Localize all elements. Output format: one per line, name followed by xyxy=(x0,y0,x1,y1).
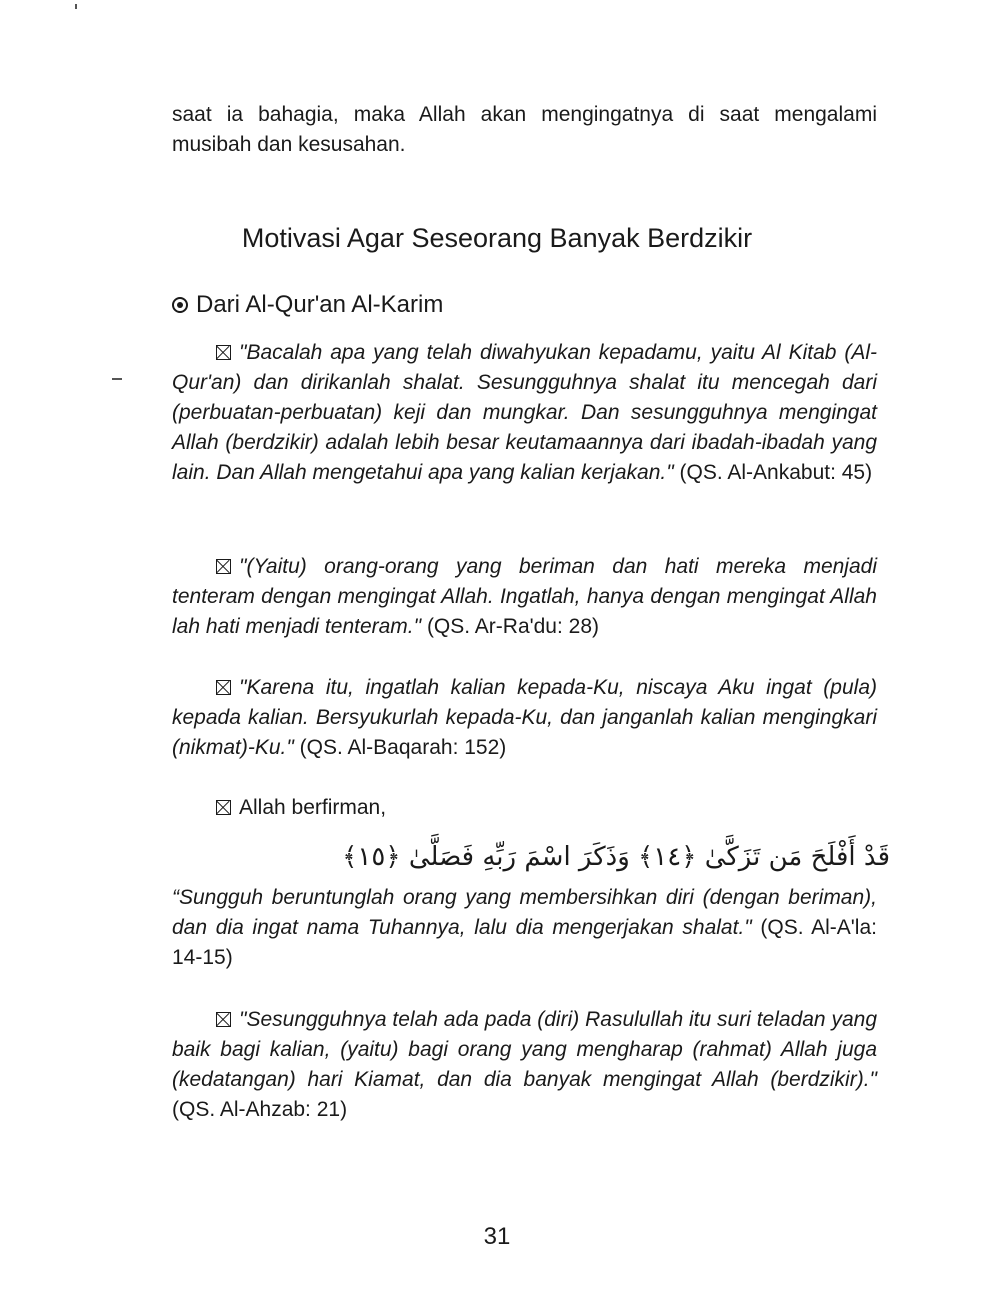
section-heading: Motivasi Agar Seseorang Banyak Berdzikir xyxy=(241,223,753,253)
quote-text: "Bacalah apa yang telah diwahyukan kepadamu, yaitu Al Kitab (Al-Qur'an) dan dirikanlah shalat. Sesungguhnya shalat itu mencegah dari (perbuatan-perbuatan) keji dan mungkar. Dan sesungguhnya mengingat Allah (berdzikir) adalah lebih besar keutamaannya dari ibadah-ibadah yang lain. Dan Allah mengetahui apa yang kalian kerjakan." xyxy=(172,341,877,484)
crossed-box-icon xyxy=(216,680,231,695)
arabic-verse: قَدْ أَفْلَحَ مَن تَزَكَّىٰ ﴿١٤﴾ وَذَكَرَ اسْمَ رَبِّهِ فَصَلَّىٰ ﴿١٥﴾ xyxy=(342,842,890,872)
intro-paragraph: saat ia bahagia, maka Allah akan mengingatnya di saat mengalami musibah dan kesusahan. xyxy=(172,103,877,156)
quote-text: “Sungguh beruntunglah orang yang membersihkan diri (dengan beriman), dan dia ingat nama Tuhannya, lalu dia mengerjakan shalat." xyxy=(172,886,877,939)
quote-item xyxy=(172,552,877,642)
quote-text: "(Yaitu) orang-orang yang beriman dan hati mereka menjadi tenteram dengan mengingat Allah. Ingatlah, hanya dengan mengingat Allah lah hati menjadi tenteram." xyxy=(172,555,877,638)
quote-reference: (QS. Ar-Ra'du: 28) xyxy=(426,615,600,638)
quote-item xyxy=(172,338,877,488)
page-number: 31 xyxy=(483,1223,511,1250)
quote-reference: (QS. Al-Baqarah: 152) xyxy=(299,736,507,759)
quote-intro-text: Allah berfirman, xyxy=(239,796,387,819)
quote-text: "Karena itu, ingatlah kalian kepada-Ku, niscaya Aku ingat (pula) kepada kalian. Bersyukurlah kepada-Ku, dan janganlah kalian mengingkari (nikmat)-Ku." xyxy=(172,676,877,759)
scan-speck xyxy=(75,4,77,9)
quote-text: "Sesungguhnya telah ada pada (diri) Rasulullah itu suri teladan yang baik bagi kalian, (yaitu) bagi orang yang mengharap (rahmat) Allah juga (kedatangan) hari Kiamat, dan dia banyak mengingat Allah (berdzikir)." xyxy=(172,1008,877,1091)
quote-item xyxy=(172,1005,877,1125)
crossed-box-icon xyxy=(216,345,231,360)
quote-intro xyxy=(172,793,877,823)
quote-item xyxy=(172,883,877,973)
crossed-box-icon xyxy=(216,559,231,574)
quote-reference: (QS. Al-A'la: 14-15) xyxy=(172,916,877,969)
subsection-title xyxy=(172,288,443,322)
crossed-box-icon xyxy=(216,800,231,815)
subsection-title-text: Dari Al-Qur'an Al-Karim xyxy=(196,291,444,318)
quote-reference: (QS. Al-Ahzab: 21) xyxy=(172,1098,348,1121)
circle-dot-icon xyxy=(172,297,188,313)
crossed-box-icon xyxy=(216,1012,231,1027)
quote-item xyxy=(172,673,877,763)
quote-reference: (QS. Al-Ankabut: 45) xyxy=(679,461,873,484)
scan-speck xyxy=(112,378,122,380)
